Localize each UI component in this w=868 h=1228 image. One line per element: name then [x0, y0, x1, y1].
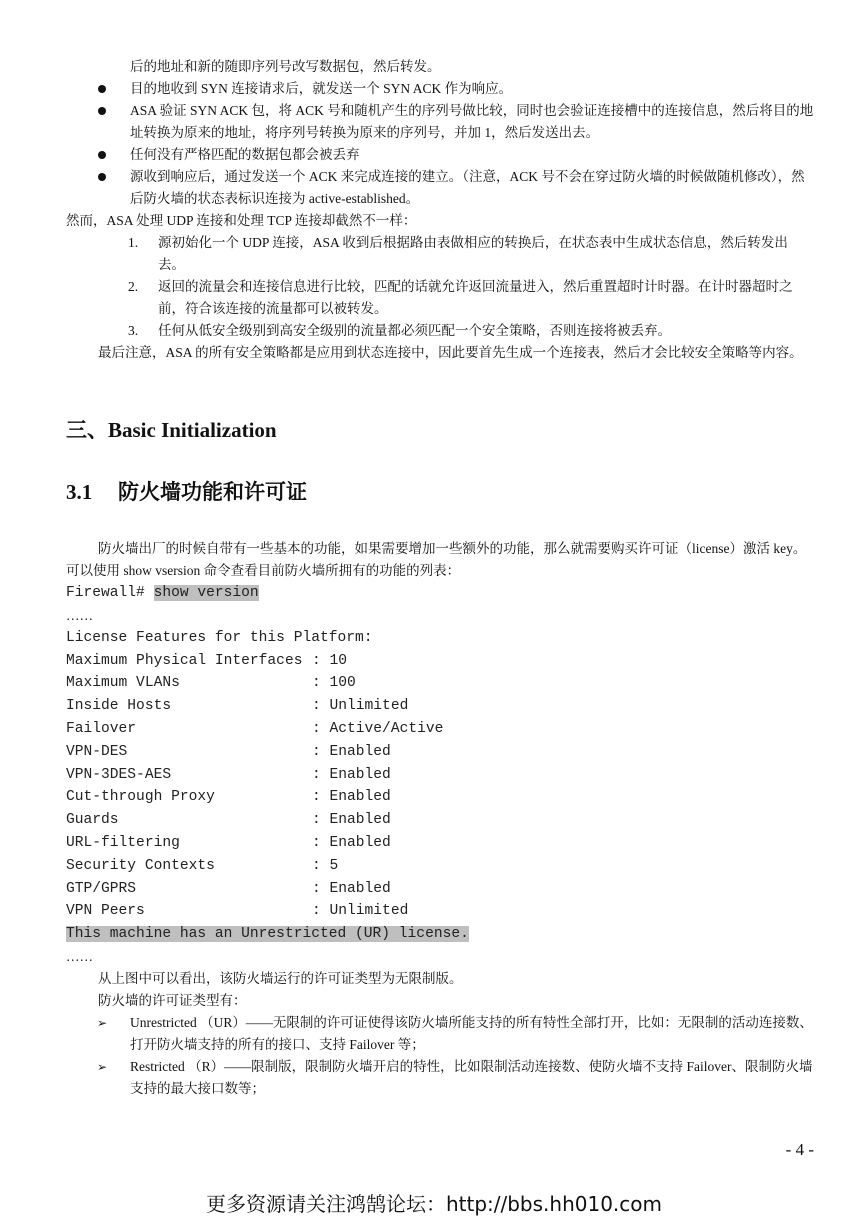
- bullet-dot-icon: [98, 85, 106, 93]
- arrow-bullet-icon: ➢: [97, 1059, 108, 1074]
- document-page: [66, 56, 814, 1100]
- license-feature-row: [66, 650, 814, 673]
- ellipsis: ……: [66, 607, 93, 623]
- footer-banner: 更多资源请关注鸿鹄论坛：http://bbs.hh010.com: [205, 1192, 663, 1216]
- license-header: License Features for this Platform:: [66, 629, 373, 646]
- feature-value: : 100: [312, 675, 356, 692]
- intro-paragraph: 防火墙出厂的时候自带有一些基本的功能，如果需要增加一些额外的功能，那么就需要购买许可证（license）激活 key。可以使用 show vsersion 命令查看目前防火墙所拥有的功能的列表：: [66, 541, 807, 578]
- feature-name: GTP/GPRS: [66, 880, 137, 897]
- feature-value: : Enabled: [312, 743, 391, 760]
- license-line-wrap: [66, 923, 814, 946]
- section-title: 防火墙功能和许可证: [118, 480, 307, 504]
- code-block: [66, 582, 814, 605]
- item-number: 1.: [128, 235, 139, 250]
- license-feature-row: [66, 672, 814, 695]
- license-feature-row: [66, 855, 814, 878]
- section-number: 3.1: [66, 480, 93, 504]
- feature-name: Security Contexts: [66, 857, 215, 874]
- feature-name: Guards: [66, 812, 119, 829]
- feature-name: Maximum VLANs: [66, 675, 180, 692]
- license-type-item: ➢ Unrestricted （UR）——无限制的许可证使得该防火墙所能支持的所有特性全部打开，比如：无限制的活动连接数、打开防火墙支持的所有的接口、支持 Failover 等；: [66, 1012, 814, 1056]
- feature-value: : Enabled: [312, 766, 391, 783]
- feature-value: : Enabled: [312, 789, 391, 806]
- numbered-item: 1. 源初始化一个 UDP 连接，ASA 收到后根据路由表做相应的转换后，在状态表中生成状态信息，然后转发出去。: [66, 232, 814, 276]
- license-feature-row: [66, 878, 814, 901]
- feature-value: : Enabled: [312, 834, 391, 851]
- feature-value: : Unlimited: [312, 698, 409, 715]
- section-heading: [66, 478, 814, 506]
- feature-name: VPN-3DES-AES: [66, 766, 172, 783]
- final-note: 最后注意，ASA 的所有安全策略都是应用到状态连接中，因此要首先生成一个连接表，然后才会比较安全策略等内容。: [98, 345, 803, 360]
- cli-command: show version: [153, 585, 259, 601]
- bullet-item: 目的地收到 SYN 连接请求后，就发送一个 SYN ACK 作为响应。: [66, 78, 814, 100]
- item-number: 3.: [128, 323, 139, 338]
- feature-value: : Active/Active: [312, 720, 444, 737]
- license-feature-row: [66, 695, 814, 718]
- feature-name: Cut-through Proxy: [66, 789, 215, 806]
- feature-value: : Enabled: [312, 812, 391, 829]
- feature-name: VPN-DES: [66, 743, 128, 760]
- license-type-item: ➢ Restricted （R）——限制版，限制防火墙开启的特性，比如限制活动连接数、使防火墙不支持 Failover、限制防火墙支持的最大接口数等；: [66, 1056, 814, 1100]
- license-feature-row: [66, 764, 814, 787]
- bullet-dot-icon: [98, 173, 106, 181]
- license-feature-list: [66, 650, 814, 924]
- bullet-item: 任何没有严格匹配的数据包都会被丢弃: [66, 144, 814, 166]
- feature-value: : Enabled: [312, 880, 391, 897]
- feature-value: : 5: [312, 857, 339, 874]
- feature-value: : 10: [312, 652, 348, 669]
- license-line: This machine has an Unrestricted (UR) license.: [66, 926, 469, 943]
- license-feature-row: [66, 832, 814, 855]
- numbered-item: 2. 返回的流量会和连接信息进行比较，匹配的话就允许返回流量进入，然后重置超时计时器。在计时器超时之前，符合该连接的流量都可以被转发。: [66, 276, 814, 320]
- item-number: 2.: [128, 279, 139, 294]
- feature-name: Maximum Physical Interfaces: [66, 652, 303, 669]
- feature-name: VPN Peers: [66, 903, 145, 920]
- arrow-bullet-icon: ➢: [97, 1015, 108, 1030]
- license-feature-row: [66, 741, 814, 764]
- license-feature-row: [66, 900, 814, 923]
- ellipsis: ……: [66, 948, 93, 964]
- license-feature-row: [66, 786, 814, 809]
- page-number: - 4 -: [785, 1140, 814, 1159]
- feature-value: : Unlimited: [312, 903, 409, 920]
- bullet-item: 源收到响应后，通过发送一个 ACK 来完成连接的建立。（注意，ACK 号不会在穿过防火墙的时候做随机修改），然后防火墙的状态表标识连接为 active-established。: [66, 166, 814, 210]
- cli-prompt: Firewall#: [66, 585, 154, 601]
- numbered-item: 3. 任何从低安全级别到高安全级别的流量都必须匹配一个安全策略，否则连接将被丢弃。: [66, 320, 814, 342]
- bullet-item: ASA 验证 SYN ACK 包，将 ACK 号和随机产生的序列号做比较，同时也会验证连接槽中的连接信息，然后将目的地址转换为原来的地址，将序列号转换为原来的序列号，并加 1，然后发送出去。: [66, 100, 814, 144]
- types-intro: 防火墙的许可证类型有：: [98, 992, 247, 1008]
- udp-intro: 然而，ASA 处理 UDP 连接和处理 TCP 连接却截然不一样：: [66, 213, 417, 228]
- bullet-dot-icon: [98, 107, 106, 115]
- feature-name: URL-filtering: [66, 834, 180, 851]
- license-feature-row: [66, 809, 814, 832]
- conclusion: 从上图中可以看出，该防火墙运行的许可证类型为无限制版。: [98, 970, 463, 986]
- feature-name: Failover: [66, 720, 137, 737]
- license-feature-row: [66, 718, 814, 741]
- bullet-dot-icon: [98, 151, 106, 159]
- feature-name: Inside Hosts: [66, 698, 172, 715]
- chapter-heading: 三、Basic Initialization: [66, 418, 277, 442]
- continued-text: 后的地址和新的随即序列号改写数据包，然后转发。: [130, 59, 441, 74]
